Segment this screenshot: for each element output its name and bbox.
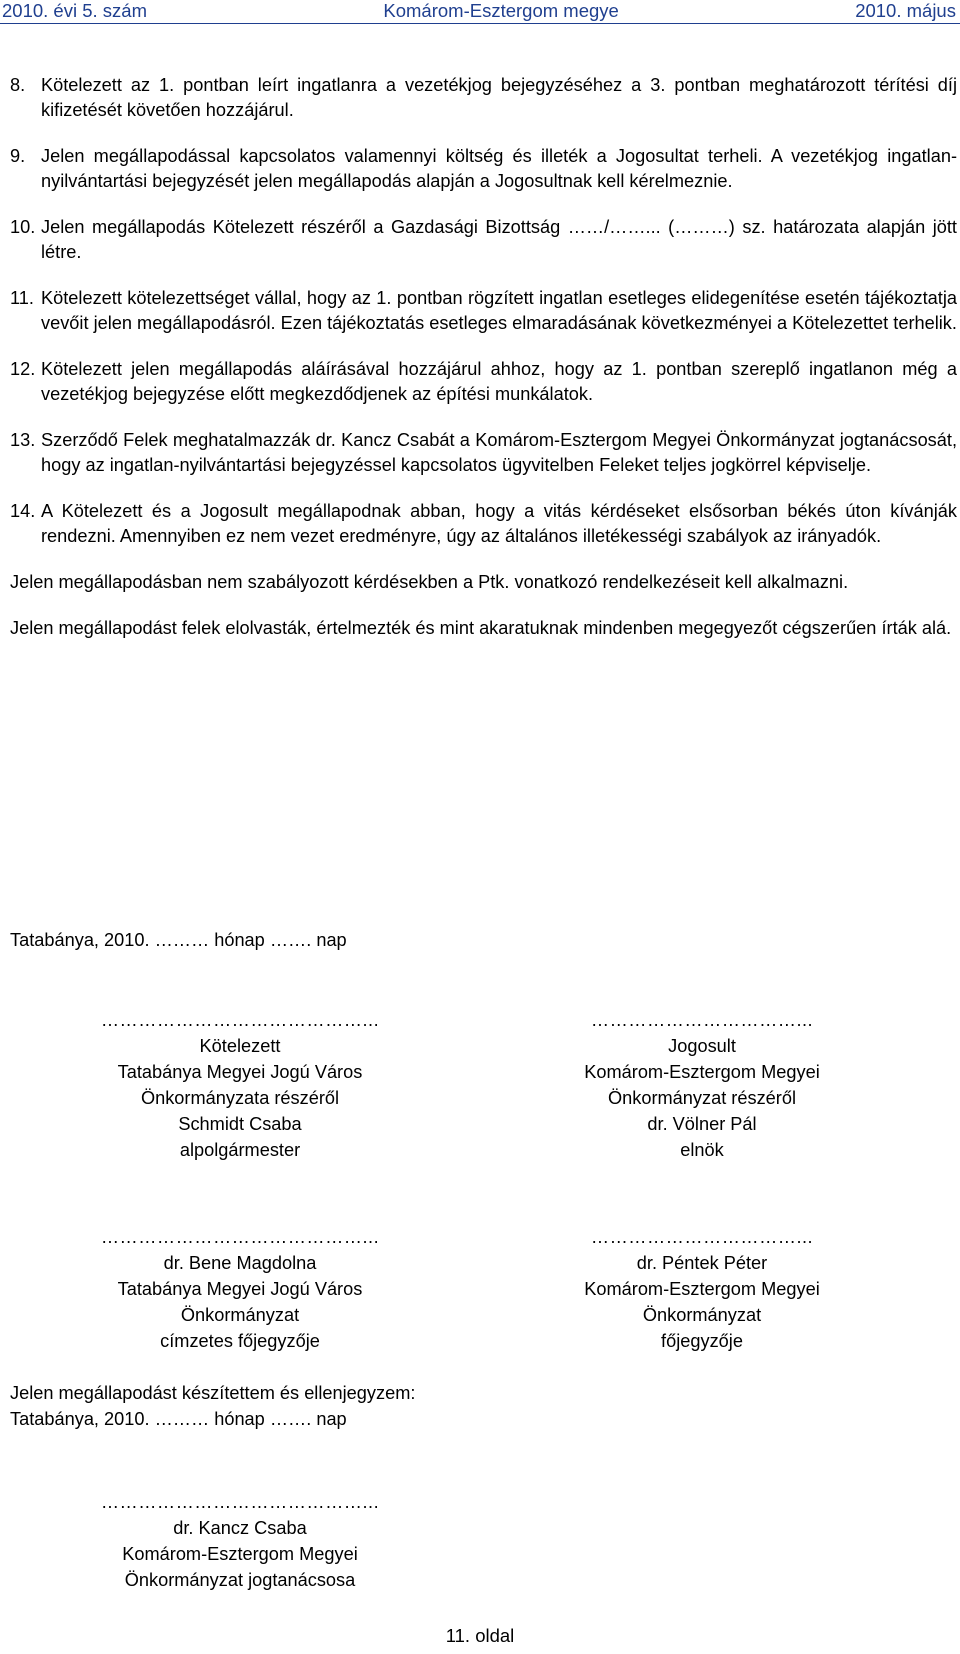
item-number: 13. [10,430,41,450]
signature-line: ……………………………... [590,1227,814,1247]
signatory-title: Önkormányzat jogtanácsosa [124,1570,356,1590]
page-footer [0,1625,960,1647]
item-number: 8. [10,75,31,95]
header-county: Komárom-Esztergom megye [383,0,619,21]
running-header [0,0,960,22]
signatory-title: alpolgármester [179,1140,301,1160]
signature-block-counsel [30,1489,450,1593]
item-text: Kötelezett kötelezettséget vállal, hogy az 1. pontban rögzített ingatlan esetleges elidegenítése esetén tájékoztatja vevőit jelen megállapodásról. Ezen tájékoztatás esetleges elmaradásának következményei a Kötelezettet terhelik. [41,288,957,333]
signatory-org-detail: Önkormányzat [642,1305,762,1325]
closing-paragraph-signed: Jelen megállapodást felek elolvasták, értelmezték és mint akaratuknak mindenben megegyezőt cégszerűen írták alá. [10,618,952,638]
signatory-title: címzetes főjegyzője [160,1331,320,1351]
page-number: 11. oldal [445,1625,515,1646]
signatory-role: Jogosult [668,1036,736,1056]
item-text: Kötelezett jelen megállapodás aláírásával hozzájárul ahhoz, hogy az 1. pontban szereplő ingatlanon még a vezetékjog bejegyzése előtt megkezdődjenek az építési munkálatok. [41,359,957,404]
signatory-title: elnök [680,1140,724,1160]
signature-block-notary-right [492,1224,912,1354]
signature-line: ……………………………………... [100,1227,380,1247]
signatory-org: Tatabánya Megyei Jogú Város [117,1279,363,1299]
signatory-title: főjegyzője [661,1331,743,1351]
item-number: 9. [10,146,31,166]
item-number: 14. [10,501,41,521]
signature-line: ……………………………... [590,1010,814,1030]
item-number: 12. [10,359,41,379]
place-date: Tatabánya, 2010. ……… hónap ……. nap [10,930,347,950]
signatory-name: Schmidt Csaba [178,1114,302,1134]
numbered-item-8 [10,73,957,123]
document-body [10,73,957,662]
numbered-item-14 [10,499,957,549]
item-text: Jelen megállapodás Kötelezett részéről a Gazdasági Bizottság ……/……... (………) sz. határozata alapján jött létre. [41,217,957,262]
closing-paragraph-ptk: Jelen megállapodásban nem szabályozott kérdésekben a Ptk. vonatkozó rendelkezéseit kell alkalmazni. [10,572,849,592]
signatory-org: Komárom-Esztergom Megyei [122,1544,358,1564]
numbered-item-11 [10,286,957,336]
signatory-org: Komárom-Esztergom Megyei [584,1279,820,1299]
numbered-item-10 [10,215,957,265]
item-number: 10. [10,217,41,237]
header-rule [0,23,960,24]
numbered-item-12 [10,357,957,407]
signature-block-notary-left [30,1224,450,1354]
item-text: Kötelezett az 1. pontban leírt ingatlanra a vezetékjog bejegyzéséhez a 3. pontban meghatározott térítési díj kifizetését követően hozzájárul. [41,75,957,120]
signatory-name: dr. Kancz Csaba [173,1518,307,1538]
item-text: Szerződő Felek meghatalmazzák dr. Kancz Csabát a Komárom-Esztergom Megyei Önkormányzat jogtanácsosát, hogy az ingatlan-nyilvántartási bejegyzéssel kapcsolatos ügyvitelben Feleket teljes jogkörrel képviselje. [41,430,957,475]
signatory-name: dr. Völner Pál [647,1114,757,1134]
header-issue: 2010. évi 5. szám [2,0,147,21]
item-text: A Kötelezett és a Jogosult megállapodnak abban, hogy a vitás kérdéseket elsősorban békés úton kívánják rendezni. Amennyiben ez nem vezet eredményre, úgy az általános illetékességi szabályok az irányadók. [41,501,957,546]
signatory-org-detail: Önkormányzat részéről [607,1088,796,1108]
signatory-org: Tatabánya Megyei Jogú Város [117,1062,363,1082]
signature-block-obligor [30,1007,450,1163]
item-text: Jelen megállapodással kapcsolatos valamennyi költség és illeték a Jogosultat terheli. A vezetékjog ingatlan-nyilvántartási bejegyzését jelen megállapodás alapján a Jogosultnak kell kérelmeznie. [41,146,957,191]
signature-line: ……………………………………... [100,1010,380,1030]
signature-line: ……………………………………... [100,1492,380,1512]
signatory-org-detail: Önkormányzata részéről [140,1088,340,1108]
signature-block-beneficiary [492,1007,912,1163]
numbered-item-9 [10,144,957,194]
numbered-item-13 [10,428,957,478]
countersign-statement: Jelen megállapodást készítettem és ellenjegyzem: [10,1383,416,1403]
item-number: 11. [10,288,39,308]
countersignature-note [10,1380,415,1432]
signatory-org-detail: Önkormányzat [180,1305,300,1325]
header-date: 2010. május [855,0,956,21]
countersign-place-date: Tatabánya, 2010. ……… hónap ……. nap [10,1409,347,1429]
signatory-org: Komárom-Esztergom Megyei [584,1062,820,1082]
signatory-name: dr. Bene Magdolna [163,1253,317,1273]
signatory-name: dr. Péntek Péter [636,1253,768,1273]
signatory-role: Kötelezett [199,1036,281,1056]
